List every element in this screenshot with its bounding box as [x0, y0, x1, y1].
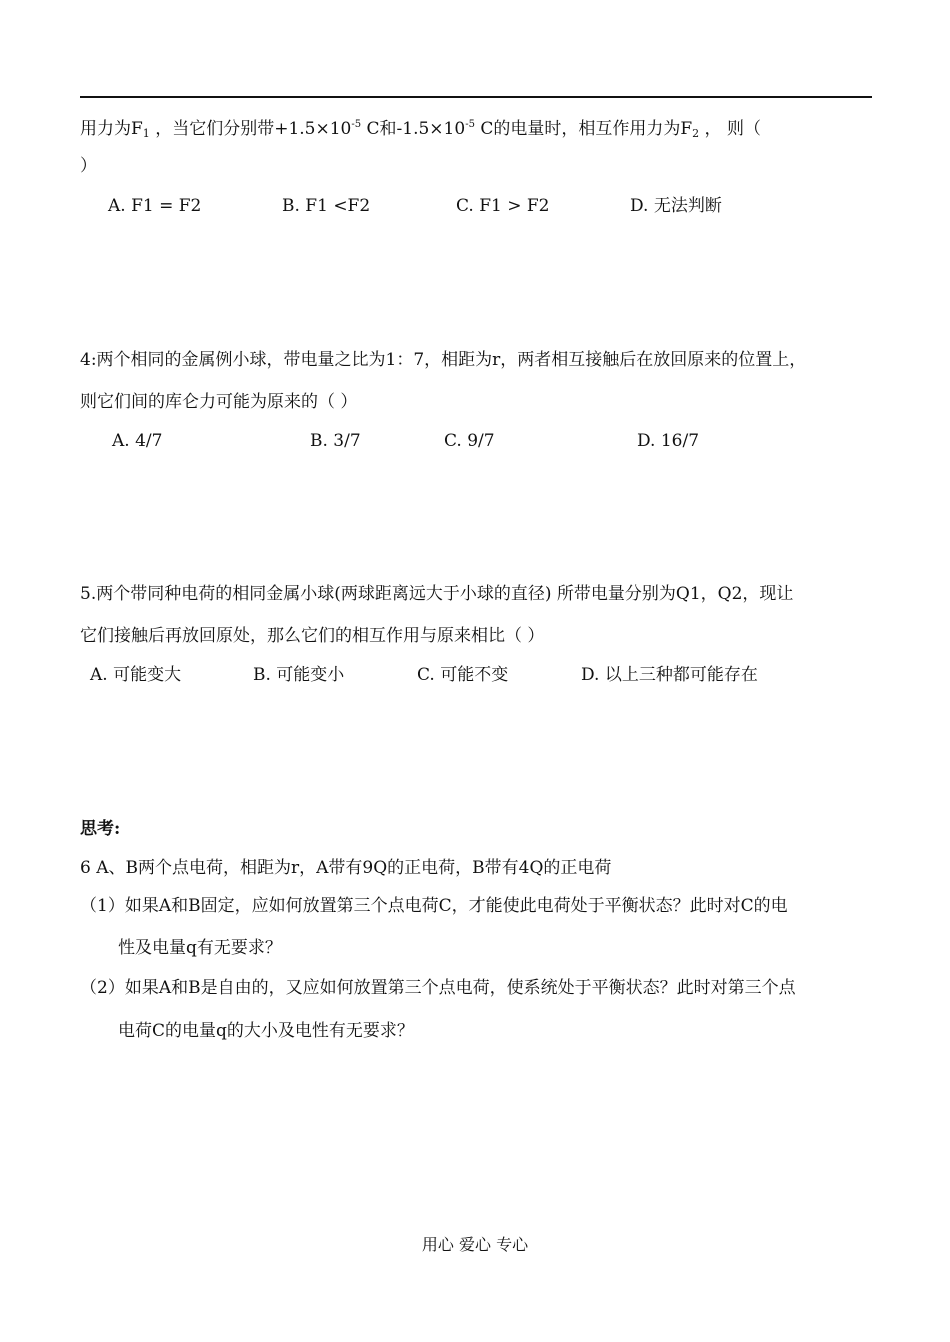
q6-part2-line-2: 电荷C的电量q的大小及电性有无要求？: [118, 1021, 414, 1041]
q4-option-a: A. 4/7: [112, 431, 163, 451]
q5-option-a: A. 可能变大: [90, 665, 182, 685]
q4-line-2: 则它们间的库仑力可能为原来的（ ）: [80, 392, 358, 412]
q4-line-1: 4:两个相同的金属例小球，带电量之比为1：7，相距为r，两者相互接触后在放回原来的位置上，: [80, 350, 807, 370]
q5-option-d: D. 以上三种都可能存在: [581, 665, 758, 685]
q5-line-2: 它们接触后再放回原处，那么它们的相互作用与原来相比（ ）: [80, 626, 545, 646]
q3-line-2: ）: [80, 156, 97, 176]
q3-option-b: B. F1 <F2: [282, 196, 371, 216]
q5-line-1: 5.两个带同种电荷的相同金属小球(两球距离远大于小球的直径) 所带电量分别为Q1，Q2，现让: [80, 584, 794, 604]
header-rule: [80, 96, 872, 98]
page-footer: 用心 爱心 专心: [421, 1235, 529, 1254]
q4-option-b: B. 3/7: [310, 431, 361, 451]
q6-statement: 6 A、B两个点电荷，相距为r，A带有9Q的正电荷，B带有4Q的正电荷: [80, 858, 612, 878]
q6-part1-line-2: 性及电量q有无要求？: [118, 938, 282, 958]
q6-part1-line-1: （1）如果A和B固定，应如何放置第三个点电荷C，才能使此电荷处于平衡状态？此时对C的电: [80, 896, 788, 916]
q3-option-d: D. 无法判断: [630, 196, 722, 216]
q5-option-c: C. 可能不变: [417, 665, 509, 685]
q3-line-1: 用力为$F_1$ ，当它们分别带$+1.5\times 10^{-5}$ C和$-1.5\times 10^{-5}$ C的电量时，相互作用力为$F_2$ ， 则（: [80, 119, 761, 140]
q4-option-c: C. 9/7: [444, 431, 495, 451]
think-heading: 思考:: [80, 819, 121, 839]
q6-part2-line-1: （2）如果A和B是自由的，又应如何放置第三个点电荷，使系统处于平衡状态？此时对第三个点: [80, 978, 796, 998]
q3-option-a: A. F1 = F2: [108, 196, 202, 216]
q3-option-c: C. F1 > F2: [456, 196, 550, 216]
q5-option-b: B. 可能变小: [253, 665, 345, 685]
q4-option-d: D. 16/7: [637, 431, 700, 451]
